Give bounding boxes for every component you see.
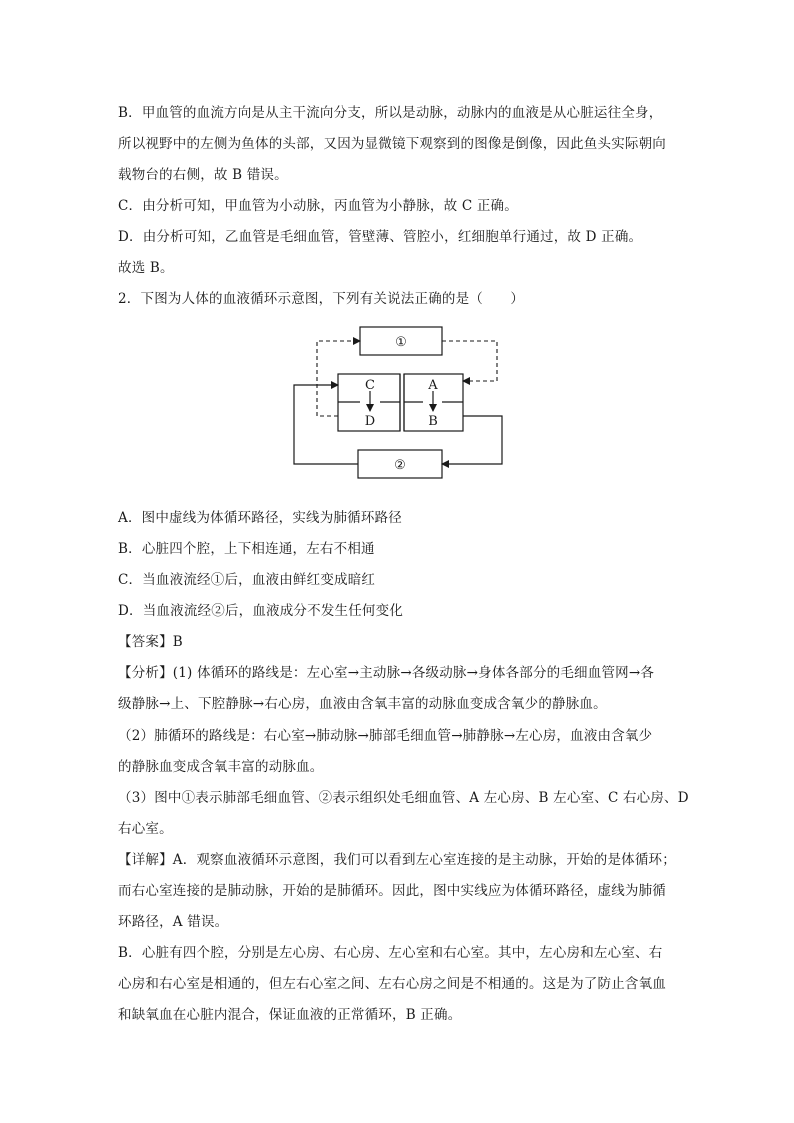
- box-bottom-label: ②: [394, 458, 406, 473]
- analysis-line: 右心室。: [118, 821, 173, 837]
- question-title: 2．下图为人体的血液循环示意图，下列有关说法正确的是（ ）: [118, 291, 525, 307]
- chamber-b-label: B: [428, 414, 438, 429]
- answer-line: 【答案】B: [118, 634, 183, 650]
- detail-line: 心房和右心室是相通的，但左右心室之间、左右心房之间是不相通的。这是为了防止含氧血: [118, 976, 666, 992]
- text-line: 载物台的右侧，故 B 错误。: [118, 167, 288, 183]
- detail-line: 而右心室连接的是肺动脉，开始的是肺循环。因此，图中实线应为体循环路径，虚线为肺循: [118, 883, 666, 899]
- analysis-line: 级静脉→上、下腔静脉→右心房，血液由含氧丰富的动脉血变成含氧少的静脉血。: [118, 696, 607, 712]
- analysis-line: 【分析】(1) 体循环的路线是：左心室→主动脉→各级动脉→身体各部分的毛细血管网→各: [118, 665, 655, 681]
- text-line: 故选 B。: [118, 260, 174, 276]
- text-line: B．甲血管的血流方向是从主干流向分支，所以是动脉，动脉内的血液是从心脏运往全身，: [118, 105, 663, 121]
- text-line: 所以视野中的左侧为鱼体的头部，又因为显微镜下观察到的图像是倒像，因此鱼头实际朝向: [118, 136, 666, 152]
- chamber-a-label: A: [428, 378, 438, 393]
- analysis-line: （2）肺循环的路线是：右心室→肺动脉→肺部毛细血管→肺静脉→左心房，血液由含氧少: [118, 728, 653, 744]
- text-line: D．由分析可知，乙血管是毛细血管，管壁薄、管腔小，红细胞单行通过，故 D 正确。: [118, 229, 643, 245]
- detail-line: 【详解】A．观察血液循环示意图，我们可以看到左心室连接的是主动脉，开始的是体循环；: [118, 852, 676, 868]
- text-line: C．由分析可知，甲血管为小动脉，丙血管为小静脉，故 C 正确。: [118, 198, 518, 214]
- chamber-d-label: D: [364, 414, 376, 429]
- option-b: B．心脏四个腔，上下相连通，左右不相通: [118, 541, 375, 557]
- analysis-line: 的静脉血变成含氧丰富的动脉血。: [118, 759, 324, 775]
- detail-line: 和缺氧血在心脏内混合，保证血液的正常循环，B 正确。: [118, 1007, 462, 1023]
- option-a: A．图中虚线为体循环路径，实线为肺循环路径: [118, 510, 402, 526]
- option-c: C．当血液流经①后，血液由鲜红变成暗红: [118, 572, 376, 588]
- detail-line: B．心脏有四个腔，分别是左心房、右心房、左心室和右心室。其中，左心房和左心室、右: [118, 945, 663, 961]
- box-top-label: ①: [395, 335, 407, 350]
- chamber-c-label: C: [365, 378, 375, 393]
- blood-circulation-diagram: [290, 324, 510, 484]
- option-d: D．当血液流经②后，血液成分不发生任何变化: [118, 603, 404, 619]
- analysis-line: （3）图中①表示肺部毛细血管、②表示组织处毛细血管、A 左心房、B 左心室、C 右心房、D: [118, 790, 689, 806]
- detail-line: 环路径，A 错误。: [118, 914, 229, 930]
